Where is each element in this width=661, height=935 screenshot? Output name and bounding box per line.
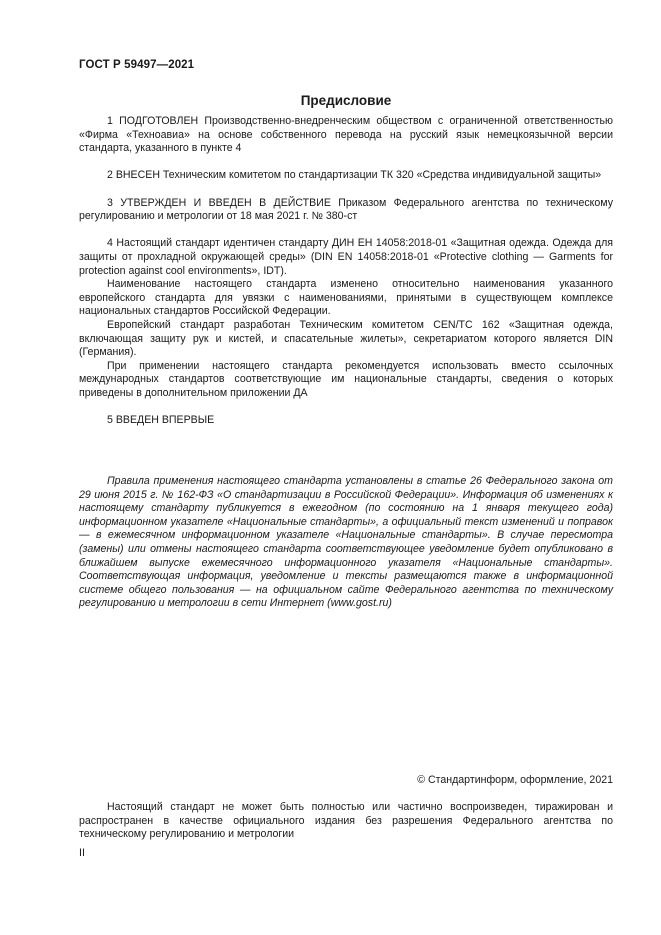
standard-code: ГОСТ Р 59497—2021 [79, 59, 195, 71]
foreword-item-4-tc-note: Европейский стандарт разработан Техническим комитетом CEN/TC 162 «Защитная одежда, включающая защиту рук и кистей, и спасательные жилеты», секретариатом которого является DIN (Германия). [79, 318, 613, 359]
foreword-item-3: 3 УТВЕРЖДЕН И ВВЕДЕН В ДЕЙСТВИЕ Приказом Федерального агентства по техническому регулированию и метрологии от 18 мая 2021 г. № 380-ст [79, 196, 613, 223]
foreword-body [79, 115, 613, 428]
foreword-item-5: 5 ВВЕДЕН ВПЕРВЫЕ [107, 414, 215, 427]
copyright-line: © Стандартинформ, оформление, 2021 [417, 774, 613, 786]
rights-text: Настоящий стандарт не может быть полностью или частично воспроизведен, тиражирован и распространен в качестве официального издания без разрешения Федерального агентства по техническому регулированию и метрологии [79, 801, 613, 841]
foreword-item-4-references-note: При применении настоящего стандарта рекомендуется использовать вместо ссылочных международных стандартов соответствующие им национальные стандарты, сведения о которых приведены в дополнительном приложении ДА [79, 359, 613, 399]
notice-text: Правила применения настоящего стандарта установлены в статье 26 Федерального закона от 29 июня 2015 г. № 162-ФЗ «О стандартизации в Российской Федерации». Информация об изменениях к настоящему стандарту публикуется в ежегодном (по состоянию на 1 января текущего года) информационном указателе «Национальные стандарты», а официальный текст изменений и поправок — в ежемесячном информационном указателе «Национальные стандарты». В случае пересмотра (замены) или отмены настоящего стандарта соответствующее уведомление будет опубликовано в ближайшем выпуске ежемесячного информационного указателя «Национальные стандарты». Соответствующая информация, уведомление и тексты размещаются также в информационной системе общего пользования — на официальном сайте Федерального агентства по техническому регулированию и метрологии в сети Интернет (www.gost.ru) [79, 475, 613, 610]
page-number: II [79, 847, 85, 859]
foreword-item-4-name-note: Наименование настоящего стандарта изменено относительно наименования указанного европейского стандарта для увязки с наименованиями, принятыми в существующем комплексе национальных стандартов Российской Федерации. [79, 278, 613, 318]
reproduction-rights [79, 801, 613, 842]
foreword-item-2: 2 ВНЕСЕН Техническим комитетом по стандартизации ТК 320 «Средства индивидуальной защиты» [107, 169, 602, 182]
foreword-item-1: 1 ПОДГОТОВЛЕН Производственно-внедренческим обществом с ограниченной ответственностью «Фирма «Техноавиа» на основе собственного перевода на русский язык немецкоязычной версии стандарта, указанного в пункте 4 [79, 115, 613, 155]
application-rules-notice [79, 475, 613, 611]
foreword-item-4: 4 Настоящий стандарт идентичен стандарту ДИН ЕН 14058:2018-01 «Защитная одежда. Одежда для защиты от прохладной окружающей среды» (DIN EN 14058:2018-01 «Protective clothing — Garments for protection against cool environments», IDT). [79, 237, 613, 277]
page-title: Предисловие [300, 93, 392, 108]
